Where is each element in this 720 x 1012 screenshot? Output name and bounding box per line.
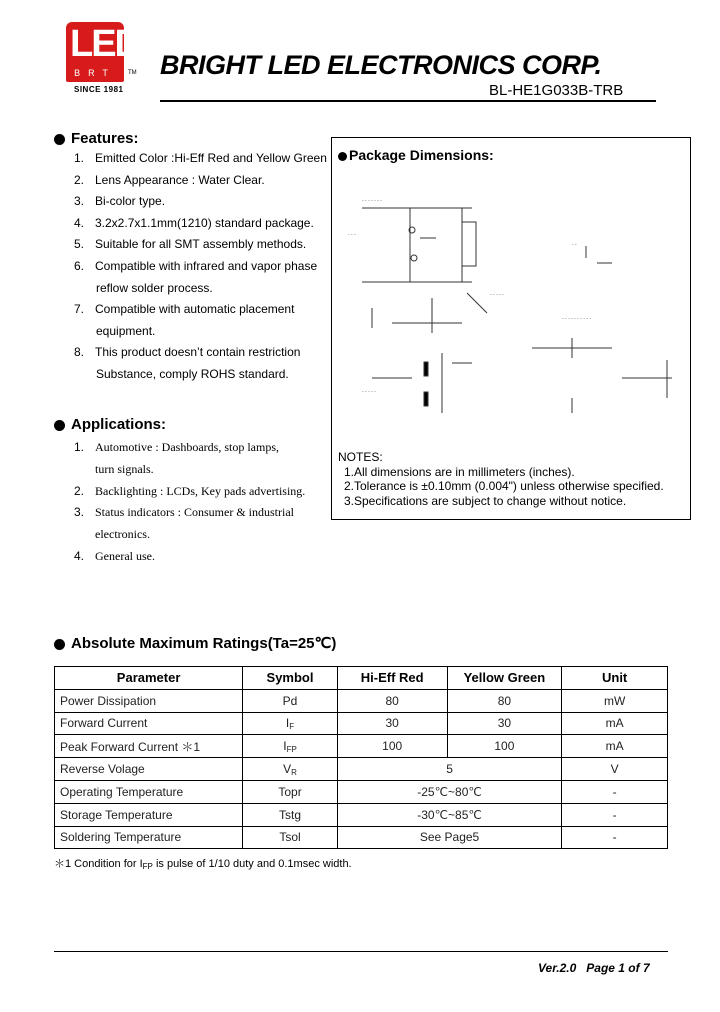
list-item-number: 6.	[74, 258, 85, 273]
parameter-cell: Power Dissipation	[55, 689, 243, 712]
symbol-text: Topr	[278, 784, 302, 799]
bullet-icon	[54, 134, 65, 145]
symbol-text: Tsol	[279, 830, 301, 845]
part-number: BL-HE1G033B-TRB	[489, 82, 624, 99]
symbol-text: I	[285, 715, 290, 730]
list-item-number: 2.	[74, 172, 85, 187]
dimension-label: - -	[572, 242, 577, 248]
package-dimensions-box	[331, 137, 691, 520]
symbol-subscript: R	[291, 767, 297, 777]
list-item	[74, 437, 305, 459]
footnote: ＊1 Condition for $I_{FP}$ is pulse of 1/10 duty and 0.1msec width.	[54, 858, 352, 871]
list-item-number: 3.	[74, 194, 85, 209]
hi-eff-red-cell: 30	[337, 712, 447, 735]
table-row	[55, 689, 668, 712]
parameter-cell: Storage Temperature	[55, 803, 243, 826]
ratings-table	[54, 666, 668, 849]
yellow-green-cell: 30	[447, 712, 562, 735]
table-row	[55, 780, 668, 803]
footer-rule	[54, 951, 668, 952]
features-list	[74, 148, 327, 386]
list-item-number: 5.	[74, 237, 85, 252]
dimension-label: - - - - -	[362, 389, 376, 395]
table-row	[55, 803, 668, 826]
table-row	[55, 758, 668, 781]
bullet-icon	[338, 152, 347, 161]
value-cell-merged: -30℃~85℃	[337, 803, 561, 826]
company-name: BRIGHT LED ELECTRONICS CORP.	[160, 50, 602, 80]
version-label: Ver.2.0	[538, 961, 577, 975]
list-item-number: 7.	[74, 302, 85, 317]
unit-cell: -	[562, 803, 668, 826]
table-header-row	[55, 667, 668, 690]
list-item-text: Automotive : Dashboards, stop lamps,	[95, 440, 279, 454]
list-item-number: 2.	[74, 483, 85, 498]
features-heading: Features:	[54, 130, 139, 147]
notes-title: NOTES:	[338, 450, 383, 464]
list-item	[74, 148, 327, 170]
unit-cell: mW	[562, 689, 668, 712]
symbol-text: Pd	[282, 693, 298, 708]
table-row	[55, 735, 668, 758]
dimension-label: - - -	[348, 232, 356, 238]
notes	[338, 450, 664, 508]
unit-cell: -	[562, 826, 668, 849]
parameter-cell: Soldering Temperature	[55, 826, 243, 849]
symbol-text: Tstg	[279, 807, 302, 822]
value-cell-merged: 5	[337, 758, 561, 781]
list-item-text: General use.	[95, 548, 155, 563]
yellow-green-cell: 80	[447, 689, 562, 712]
package-dimensions-heading: Package Dimensions:	[338, 147, 494, 163]
page-number: Page 1 of 7	[586, 961, 650, 975]
yellow-green-cell: 100	[447, 735, 562, 758]
logo-letters: LED	[70, 23, 140, 65]
column-header: Parameter	[55, 667, 243, 690]
list-item-text: Backlighting : LCDs, Key pads advertising.	[95, 483, 306, 498]
symbol-cell	[243, 803, 338, 826]
parameter-cell: Reverse Volage	[55, 758, 243, 781]
since-label: SINCE 1981	[74, 85, 124, 94]
list-item-continuation: reflow solder process.	[96, 280, 213, 295]
column-header: Symbol	[243, 667, 338, 690]
circuit-label: - - - - - - - - - -	[562, 316, 592, 322]
list-item	[74, 170, 327, 192]
list-item	[74, 502, 305, 524]
list-item-number: 8.	[74, 345, 85, 360]
list-item	[74, 299, 327, 321]
list-item-text: This product doesn’t contain restriction	[95, 345, 301, 360]
unit-cell: -	[562, 780, 668, 803]
logo-subtext: BRT	[74, 68, 116, 78]
hi-eff-red-cell: 80	[337, 689, 447, 712]
list-item-text: 3.2x2.7x1.1mm(1210) standard package.	[95, 215, 314, 230]
list-item	[74, 191, 327, 213]
table-row	[55, 826, 668, 849]
list-item-number: 1.	[74, 151, 85, 165]
value-cell-merged: See Page5	[337, 826, 561, 849]
list-item	[74, 234, 327, 256]
note-item: 1.All dimensions are in millimeters (inches).	[344, 464, 575, 479]
unit-cell: mA	[562, 735, 668, 758]
note-item: 3.Specifications are subject to change without notice.	[344, 493, 627, 508]
parameter-cell: Operating Temperature	[55, 780, 243, 803]
list-item	[74, 481, 305, 503]
table-row	[55, 712, 668, 735]
list-item-text: Emitted Color :Hi-Eff Red and Yellow Green	[95, 151, 327, 165]
parameter-cell: Forward Current	[55, 712, 243, 735]
symbol-text: V	[283, 761, 292, 776]
list-item-text: Compatible with infrared and vapor phase	[95, 258, 318, 273]
symbol-cell	[243, 826, 338, 849]
symbol-cell	[243, 735, 338, 758]
list-item-number: 4.	[74, 548, 85, 563]
list-item-text: Status indicators : Consumer & industrial	[95, 505, 294, 520]
list-item-continuation: Substance, comply ROHS standard.	[96, 366, 289, 381]
unit-cell: V	[562, 758, 668, 781]
hi-eff-red-cell: 100	[337, 735, 447, 758]
list-item	[74, 546, 305, 568]
header-rule	[160, 100, 656, 102]
symbol-subscript: F	[289, 721, 295, 731]
list-item	[74, 342, 327, 364]
list-item-number: 4.	[74, 215, 85, 230]
dimension-label: - - - - - - -	[362, 198, 382, 204]
applications-heading: Applications:	[54, 416, 166, 433]
column-header: Unit	[562, 667, 668, 690]
symbol-subscript: FP	[286, 744, 297, 754]
list-item-text: Suitable for all SMT assembly methods.	[95, 237, 307, 252]
list-item-number: 1.	[74, 440, 85, 454]
symbol-text: I	[283, 738, 287, 753]
symbol-cell	[243, 689, 338, 712]
ratings-heading: Absolute Maximum Ratings(Ta=25℃)	[54, 634, 336, 652]
applications-list	[74, 437, 305, 568]
list-item-continuation: equipment.	[96, 323, 156, 338]
bullet-icon	[54, 639, 65, 650]
list-item-text: Compatible with automatic placement	[95, 302, 295, 317]
note-item: 2.Tolerance is ±0.10mm (0.004") unless otherwise specified.	[344, 479, 664, 494]
unit-cell: mA	[562, 712, 668, 735]
package-dimension-drawing	[342, 188, 682, 418]
value-cell-merged: -25℃~80℃	[337, 780, 561, 803]
list-item-text: Lens Appearance : Water Clear.	[95, 172, 265, 187]
page-footer	[538, 961, 650, 975]
list-item-continuation: electronics.	[95, 527, 150, 542]
list-item-number: 3.	[74, 505, 85, 520]
logo-trademark: TM	[128, 70, 137, 76]
column-header: Hi-Eff Red	[337, 667, 447, 690]
column-header: Yellow Green	[447, 667, 562, 690]
list-item-continuation: turn signals.	[95, 461, 154, 476]
parameter-cell: Peak Forward Current ＊1	[55, 735, 243, 758]
list-item	[74, 256, 327, 278]
bullet-icon	[54, 420, 65, 431]
symbol-cell	[243, 780, 338, 803]
symbol-cell	[243, 712, 338, 735]
dimension-label: - - - - -	[490, 292, 504, 298]
list-item	[74, 213, 327, 235]
list-item-text: Bi-color type.	[95, 194, 166, 209]
symbol-cell	[243, 758, 338, 781]
